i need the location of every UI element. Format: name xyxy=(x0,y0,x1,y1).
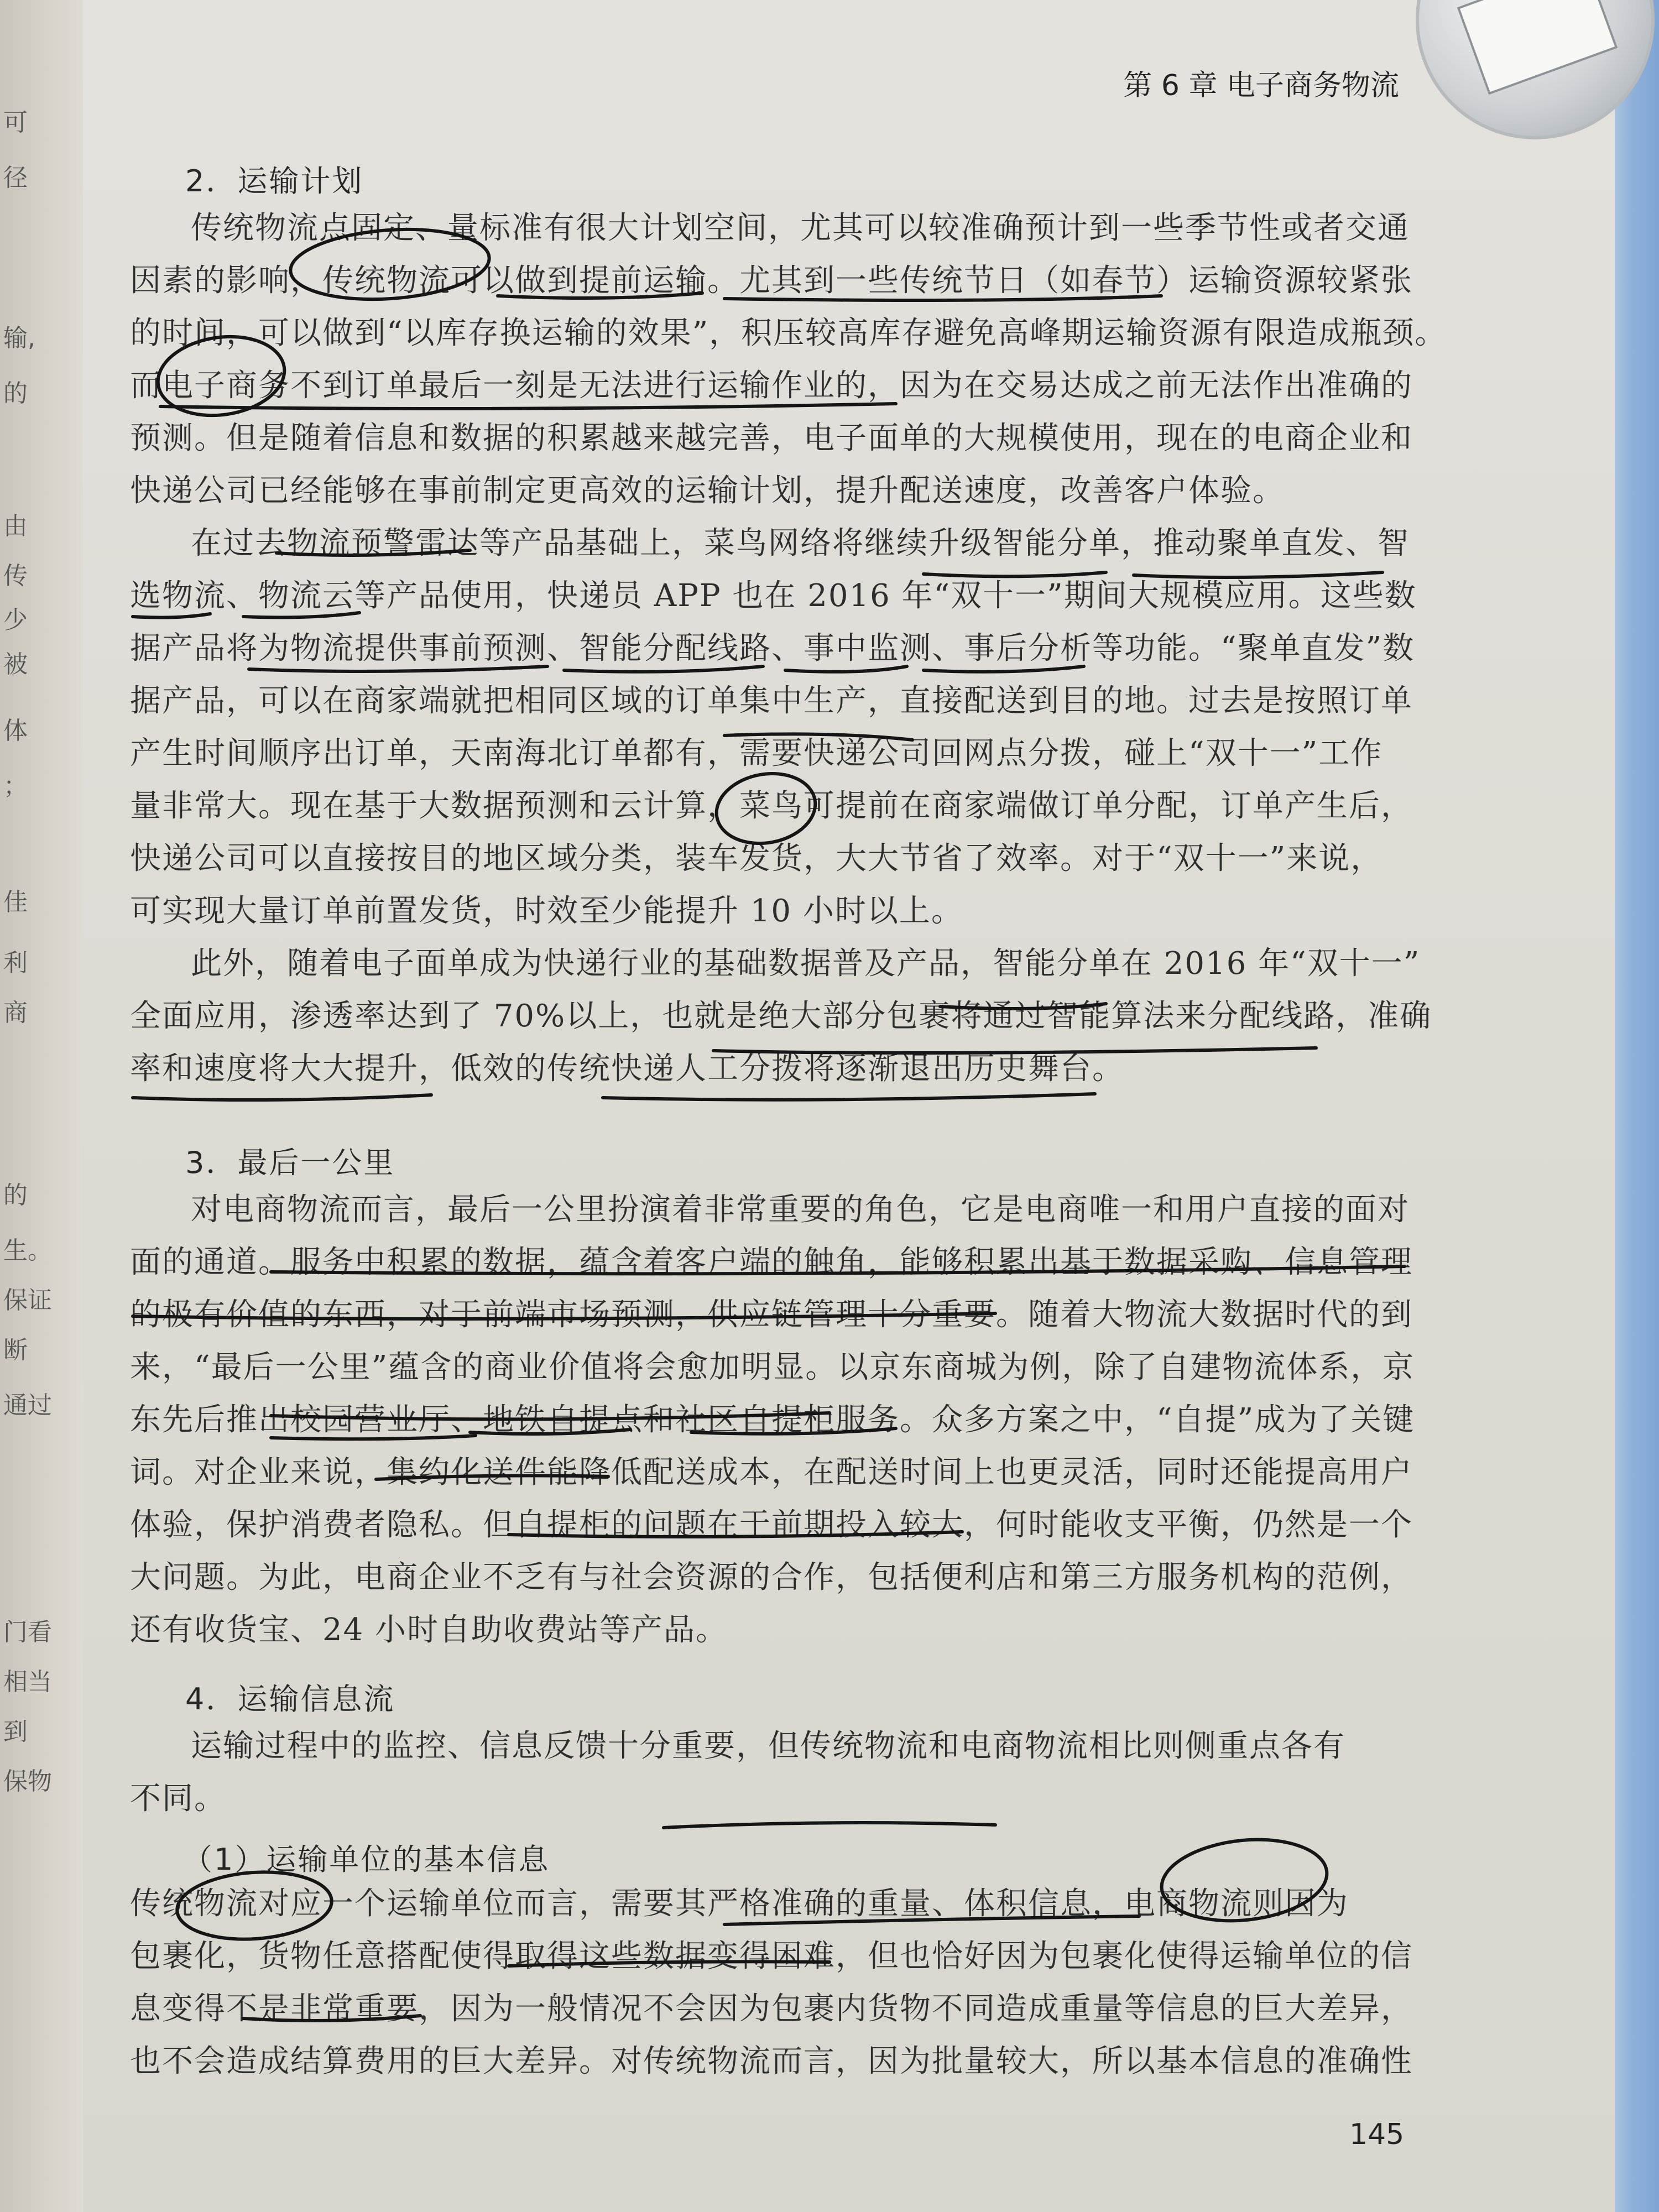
body-text-line: 也不会造成结算费用的巨大差异。对传统物流而言，因为批量较大，所以基本信息的准确性 xyxy=(130,2043,1413,2079)
body-text-line: 快递公司已经能够在事前制定更高效的运输计划，提升配送速度，改善客户体验。 xyxy=(130,473,1285,509)
facing-page-fragment: 断 xyxy=(3,1336,28,1364)
body-text-line: 快递公司可以直接按目的地区域分类，装车发货，大大节省了效率。对于“双十一”来说， xyxy=(130,841,1383,877)
facing-page-fragment: 通过 xyxy=(3,1391,52,1420)
body-text-line: 而电子商务不到订单最后一刻是无法进行运输作业的，因为在交易达成之前无法作出准确的 xyxy=(130,368,1413,404)
body-text-line: 的时间，可以做到“以库存换运输的效果”，积压较高库存避免高峰期运输资源有限造成瓶颈。 xyxy=(130,315,1447,351)
facing-page-fragment: 到 xyxy=(3,1718,28,1746)
running-head: 第 6 章 电子商务物流 xyxy=(1123,69,1399,102)
body-text-line: 来，“最后一公里”蕴含的商业价值将会愈加明显。以京东商城为例，除了自建物流体系，京 xyxy=(130,1349,1415,1385)
body-text-line: 运输过程中的监控、信息反馈十分重要，但传统物流和电商物流相比则侧重点各有 xyxy=(191,1728,1345,1764)
globe-illustration-detail xyxy=(1457,0,1618,95)
facing-page-fragment: 由 xyxy=(3,512,28,540)
body-text-line: 体验，保护消费者隐私。但自提柜的问题在于前期投入较大，何时能收支平衡，仍然是一个 xyxy=(130,1507,1413,1543)
facing-page-fragment: 传 xyxy=(3,562,28,590)
facing-page-fragment: 保物 xyxy=(3,1767,52,1796)
body-text-line: 传统物流对应一个运输单位而言，需要其严格准确的重量、体积信息，电商物流则因为 xyxy=(130,1886,1349,1922)
body-text-line: 对电商物流而言，最后一公里扮演着非常重要的角色，它是电商唯一和用户直接的面对 xyxy=(191,1192,1410,1228)
body-text-line: 的极有价值的东西，对于前端市场预测，供应链管理十分重要。随着大物流大数据时代的到 xyxy=(130,1297,1413,1333)
section-heading: （1）运输单位的基本信息 xyxy=(182,1842,550,1877)
facing-page-fragment: 生。 xyxy=(3,1237,52,1265)
body-text-line: 包裹化，货物任意搭配使得取得这些数据变得困难，但也恰好因为包裹化使得运输单位的信 xyxy=(130,1938,1413,1974)
facing-page-fragment: 径 xyxy=(3,164,28,192)
section-heading: 3．最后一公里 xyxy=(185,1145,395,1180)
page-number: 145 xyxy=(1349,2118,1405,2151)
facing-page-fragment: 商 xyxy=(3,999,28,1027)
facing-page-edge xyxy=(0,0,83,2212)
facing-page-fragment: 的 xyxy=(3,1181,28,1209)
body-text-line: 产生时间顺序出订单，天南海北订单都有，需要快递公司回网点分拨，碰上“双十一”工作 xyxy=(130,735,1383,771)
facing-page-fragment: 输, xyxy=(3,324,35,352)
facing-page-fragment: 利 xyxy=(3,949,28,977)
facing-page-fragment: 可 xyxy=(3,108,28,137)
facing-page-fragment: 保证 xyxy=(3,1286,52,1314)
body-text-line: 东先后推出校园营业厅、地铁自提点和社区自提柜服务。众多方案之中，“自提”成为了关键 xyxy=(130,1402,1415,1438)
body-text-line: 选物流、物流云等产品使用，快递员 APP 也在 2016 年“双十一”期间大规模应用。这些数 xyxy=(130,578,1417,614)
body-text-line: 还有收货宝、24 小时自助收费站等产品。 xyxy=(130,1612,728,1648)
facing-page-fragment: 相当 xyxy=(3,1668,52,1696)
body-text-line: 大问题。为此，电商企业不乏有与社会资源的合作，包括便利店和第三方服务机构的范例， xyxy=(130,1559,1413,1595)
facing-page-fragment: 门看 xyxy=(3,1618,52,1646)
body-text-line: 面的通道。服务中积累的数据，蕴含着客户端的触角，能够积累出基于数据采购、信息管理 xyxy=(130,1244,1413,1280)
body-text-line: 量非常大。现在基于大数据预测和云计算，菜鸟可提前在商家端做订单分配，订单产生后， xyxy=(130,788,1413,824)
body-text-line: 此外，随着电子面单成为快递行业的基础数据普及产品，智能分单在 2016 年“双十一” xyxy=(191,946,1421,982)
body-text-line: 不同。 xyxy=(130,1781,226,1817)
body-text-line: 词。对企业来说，集约化送件能降低配送成本，在配送时间上也更灵活，同时还能提高用户 xyxy=(130,1454,1413,1490)
section-heading: 2．运输计划 xyxy=(185,164,364,199)
body-text-line: 预测。但是随着信息和数据的积累越来越完善，电子面单的大规模使用，现在的电商企业和 xyxy=(130,420,1413,456)
book-cover-edge xyxy=(1615,0,1659,2212)
facing-page-fragment: 少 xyxy=(3,606,28,634)
body-text-line: 息变得不是非常重要，因为一般情况不会因为包裹内货物不同造成重量等信息的巨大差异， xyxy=(130,1991,1413,2027)
body-text-line: 据产品，可以在商家端就把相同区域的订单集中生产，直接配送到目的地。过去是按照订单 xyxy=(130,683,1413,719)
facing-page-fragment: ； xyxy=(3,772,28,800)
facing-page-fragment: 佳 xyxy=(3,888,28,916)
body-text-line: 率和速度将大大提升，低效的传统快递人工分拨将逐渐退出历史舞台。 xyxy=(130,1051,1124,1087)
facing-page-fragment: 体 xyxy=(3,717,28,745)
body-text-line: 因素的影响，传统物流可以做到提前运输。尤其到一些传统节日（如春节）运输资源较紧张 xyxy=(130,263,1413,299)
facing-page-fragment: 被 xyxy=(3,650,28,679)
body-text-line: 在过去物流预警雷达等产品基础上，菜鸟网络将继续升级智能分单，推动聚单直发、智 xyxy=(191,525,1410,561)
body-text-line: 据产品将为物流提供事前预测、智能分配线路、事中监测、事后分析等功能。“聚单直发”数 xyxy=(130,630,1415,666)
facing-page-fragment: 的 xyxy=(3,379,28,408)
body-text-line: 可实现大量订单前置发货，时效至少能提升 10 小时以上。 xyxy=(130,893,963,929)
body-text-line: 传统物流点固定、量标准有很大计划空间，尤其可以较准确预计到一些季节性或者交通 xyxy=(191,210,1410,246)
section-heading: 4．运输信息流 xyxy=(185,1682,395,1717)
body-text-line: 全面应用，渗透率达到了 70%以上，也就是绝大部分包裹将通过智能算法来分配线路，准确 xyxy=(130,998,1432,1034)
